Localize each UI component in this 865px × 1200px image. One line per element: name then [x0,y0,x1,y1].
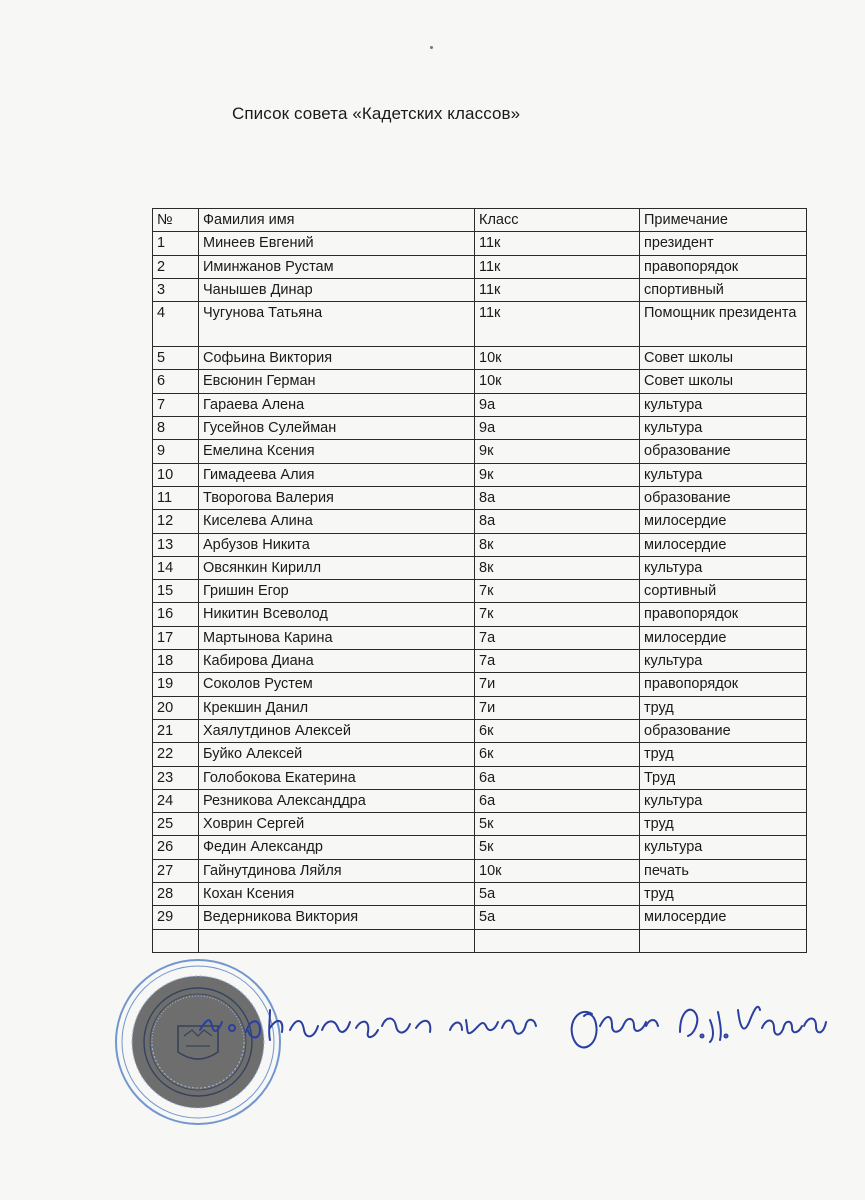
class-cell: 6к [475,743,640,766]
table-row [153,533,807,556]
table-row [153,743,807,766]
table-row [153,789,807,812]
student-name-cell: Ховрин Сергей [199,813,475,836]
note-cell: культура [640,463,807,486]
table-row [153,673,807,696]
row-number-cell: 17 [153,626,199,649]
table-row [153,626,807,649]
class-cell: 8а [475,486,640,509]
note-cell: труд [640,743,807,766]
row-number-cell: 16 [153,603,199,626]
table-row [153,603,807,626]
row-number-cell: 10 [153,463,199,486]
student-name-cell: Евсюнин Герман [199,370,475,393]
table-row [153,813,807,836]
class-cell: 8а [475,510,640,533]
table-body [153,232,807,953]
class-cell: 9а [475,393,640,416]
row-number-cell: 13 [153,533,199,556]
table-row [153,580,807,603]
student-name-cell: Гайнутдинова Ляйля [199,859,475,882]
table-row [153,486,807,509]
row-number-cell: 4 [153,302,199,347]
class-cell: 9к [475,440,640,463]
note-cell: спортивный [640,278,807,301]
class-cell: 7и [475,673,640,696]
student-name-cell: Емелина Ксения [199,440,475,463]
class-cell: 10к [475,859,640,882]
row-number-cell: 21 [153,719,199,742]
table-row [153,370,807,393]
table-row [153,766,807,789]
table-row [153,510,807,533]
class-cell: 8к [475,533,640,556]
student-name-cell: Кохан Ксения [199,883,475,906]
row-number-cell: 18 [153,650,199,673]
row-number-cell: 11 [153,486,199,509]
table-row [153,232,807,255]
class-cell: 5к [475,836,640,859]
note-cell: образование [640,486,807,509]
student-name-cell: Творогова Валерия [199,486,475,509]
row-number-cell: 28 [153,883,199,906]
class-cell: 7а [475,650,640,673]
note-cell: сортивный [640,580,807,603]
class-cell: 7и [475,696,640,719]
note-cell: Помощник президента [640,302,807,347]
row-number-cell: 12 [153,510,199,533]
student-name-cell: Иминжанов Рустам [199,255,475,278]
row-number-cell: 2 [153,255,199,278]
note-cell: Совет школы [640,370,807,393]
header-num: № [153,209,199,232]
note-cell [640,929,807,952]
class-cell: 5а [475,906,640,929]
row-number-cell: 5 [153,347,199,370]
note-cell: культура [640,650,807,673]
row-number-cell: 25 [153,813,199,836]
student-name-cell: Арбузов Никита [199,533,475,556]
note-cell: труд [640,696,807,719]
note-cell: милосердие [640,906,807,929]
table-row [153,906,807,929]
row-number-cell: 6 [153,370,199,393]
student-name-cell: Голобокова Екатерина [199,766,475,789]
note-cell: культура [640,836,807,859]
row-number-cell: 7 [153,393,199,416]
note-cell: культура [640,417,807,440]
class-cell: 10к [475,347,640,370]
class-cell: 8к [475,556,640,579]
student-name-cell: Гараева Алена [199,393,475,416]
director-signature [190,970,850,1070]
row-number-cell: 29 [153,906,199,929]
class-cell: 11к [475,278,640,301]
class-cell: 11к [475,232,640,255]
student-name-cell: Гришин Егор [199,580,475,603]
class-cell: 10к [475,370,640,393]
student-name-cell: Соколов Рустем [199,673,475,696]
table-row [153,417,807,440]
note-cell: труд [640,813,807,836]
row-number-cell: 9 [153,440,199,463]
row-number-cell [153,929,199,952]
table-row [153,302,807,347]
note-cell: труд [640,883,807,906]
table-row [153,440,807,463]
header-note: Примечание [640,209,807,232]
student-name-cell: Гимадеева Алия [199,463,475,486]
student-name-cell: Чугунова Татьяна [199,302,475,347]
table-row [153,719,807,742]
student-name-cell: Овсянкин Кирилл [199,556,475,579]
note-cell: культура [640,556,807,579]
note-cell: Совет школы [640,347,807,370]
class-cell: 6а [475,789,640,812]
class-cell: 7а [475,626,640,649]
row-number-cell: 8 [153,417,199,440]
note-cell: культура [640,393,807,416]
note-cell: президент [640,232,807,255]
class-cell: 5к [475,813,640,836]
table-row [153,347,807,370]
class-cell: 7к [475,580,640,603]
row-number-cell: 14 [153,556,199,579]
row-number-cell: 1 [153,232,199,255]
student-name-cell: Никитин Всеволод [199,603,475,626]
row-number-cell: 26 [153,836,199,859]
student-name-cell: Крекшин Данил [199,696,475,719]
note-cell: милосердие [640,510,807,533]
student-name-cell: Кабирова Диана [199,650,475,673]
table-header-row [153,209,807,232]
page-title: Список совета «Кадетских классов» [232,104,521,123]
table-row [153,929,807,952]
note-cell: правопорядок [640,255,807,278]
student-name-cell: Чанышев Динар [199,278,475,301]
student-name-cell: Киселева Алина [199,510,475,533]
student-name-cell: Ведерникова Виктория [199,906,475,929]
header-name: Фамилия имя [199,209,475,232]
class-cell: 7к [475,603,640,626]
student-name-cell: Софьина Виктория [199,347,475,370]
paper-speck [430,46,433,49]
note-cell: милосердие [640,533,807,556]
student-name-cell: Хаялутдинов Алексей [199,719,475,742]
class-cell: 11к [475,302,640,347]
class-cell: 6а [475,766,640,789]
student-name-cell: Гусейнов Сулейман [199,417,475,440]
table-row [153,556,807,579]
class-cell: 6к [475,719,640,742]
note-cell: правопорядок [640,673,807,696]
header-class: Класс [475,209,640,232]
note-cell: образование [640,719,807,742]
student-name-cell [199,929,475,952]
class-cell [475,929,640,952]
row-number-cell: 3 [153,278,199,301]
row-number-cell: 27 [153,859,199,882]
row-number-cell: 15 [153,580,199,603]
student-name-cell: Резникова Александдра [199,789,475,812]
table-row [153,696,807,719]
note-cell: правопорядок [640,603,807,626]
table-row [153,278,807,301]
class-cell: 5а [475,883,640,906]
note-cell: милосердие [640,626,807,649]
note-cell: печать [640,859,807,882]
class-cell: 9к [475,463,640,486]
note-cell: образование [640,440,807,463]
table-row [153,883,807,906]
table-row [153,859,807,882]
student-name-cell: Федин Александр [199,836,475,859]
row-number-cell: 22 [153,743,199,766]
row-number-cell: 19 [153,673,199,696]
note-cell: Труд [640,766,807,789]
class-cell: 9а [475,417,640,440]
student-name-cell: Минеев Евгений [199,232,475,255]
row-number-cell: 24 [153,789,199,812]
row-number-cell: 23 [153,766,199,789]
table-row [153,650,807,673]
row-number-cell: 20 [153,696,199,719]
table-row [153,393,807,416]
table-row [153,255,807,278]
table-row [153,836,807,859]
council-table [152,208,807,953]
table-row [153,463,807,486]
student-name-cell: Буйко Алексей [199,743,475,766]
note-cell: культура [640,789,807,812]
class-cell: 11к [475,255,640,278]
student-name-cell: Мартынова Карина [199,626,475,649]
